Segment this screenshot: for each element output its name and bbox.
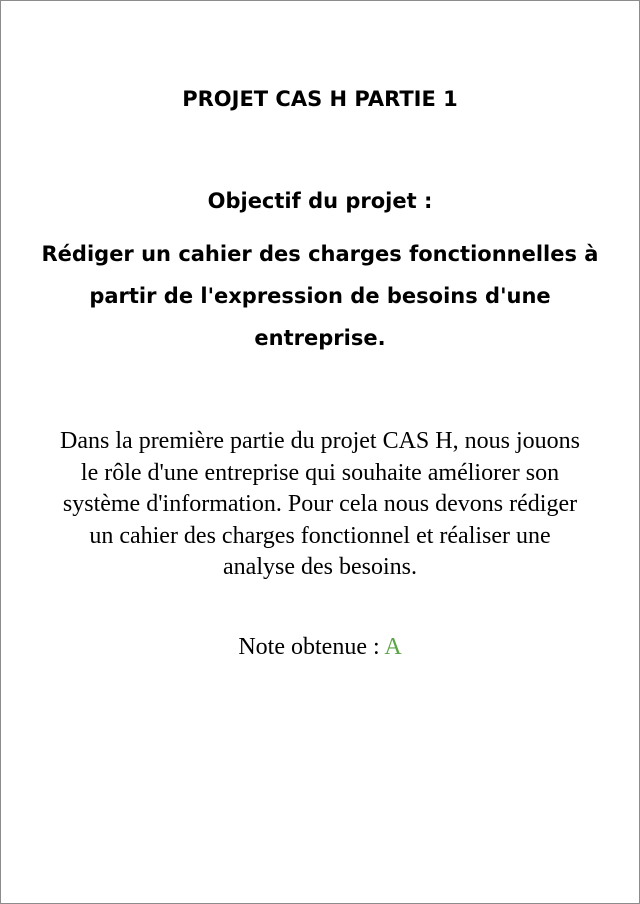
objective-text: Rédiger un cahier des charges fonctionnelles à partir de l'expression de besoins d'une entreprise. — [41, 242, 599, 350]
objective-heading: Objectif du projet : — [207, 189, 433, 213]
grade-line — [1, 631, 639, 663]
grade-label: Note obtenue : — [238, 634, 385, 660]
project-description: Dans la première partie du projet CAS H, nous jouons le rôle d'une entreprise qui souhaite améliorer son système d'information. Pour cela nous devons rédiger un cahier des charges fonctionnel et réaliser une analyse des besoins. — [60, 428, 580, 580]
grade-value: A — [384, 634, 402, 660]
page-title: PROJET CAS H PARTIE 1 — [182, 87, 458, 111]
